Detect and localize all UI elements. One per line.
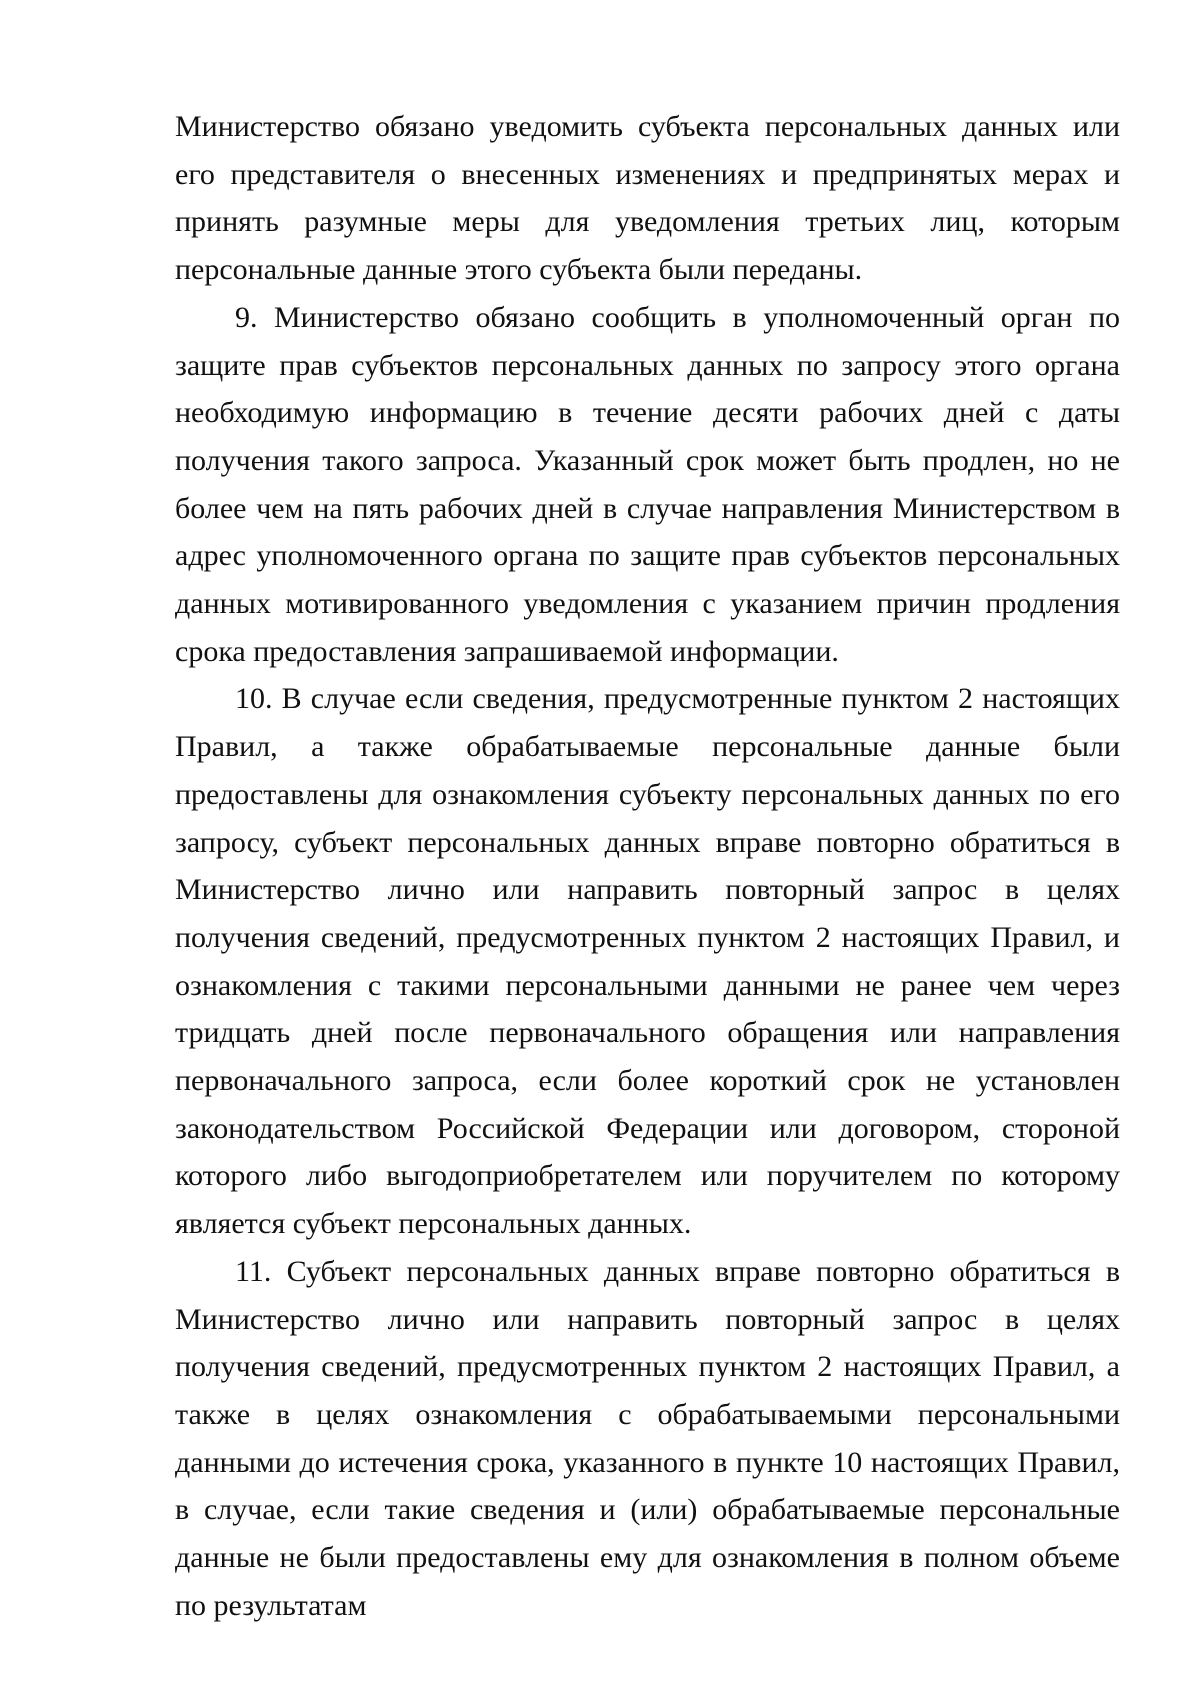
paragraph-continuation: Министерство обязано уведомить субъекта персональных данных или его представителя о внесенных изменениях и предпринятых мерах и принять разумные меры для уведомления третьих лиц, которым персональные данные этого субъекта были переданы. [175, 110, 1120, 287]
paragraph-item-11: 11. Субъект персональных данных вправе повторно обратиться в Министерство лично или направить повторный запрос в целях получения сведений, предусмотренных пунктом 2 настоящих Правил, а также в целях ознакомления с обрабатываемыми персональными данными до истечения срока, указанного в пункте 10 настоящих Правил, в случае, если такие сведения и (или) обрабатываемые персональные данные не были предоставлены ему для ознакомления в полном объеме по результатам [175, 1254, 1120, 1622]
paragraph-item-9: 9. Министерство обязано сообщить в уполномоченный орган по защите прав субъектов персональных данных по запросу этого органа необходимую информацию в течение десяти рабочих дней с даты получения такого запроса. Указанный срок может быть продлен, но не более чем на пять рабочих дней в случае направления Министерством в адрес уполномоченного органа по защите прав субъектов персональных данных мотивированного уведомления с указанием причин продления срока предоставления запрашиваемой информации. [175, 300, 1120, 668]
document-body [175, 103, 1120, 1630]
paragraph-item-10: 10. В случае если сведения, предусмотренные пунктом 2 настоящих Правил, а также обрабатываемые персональные данные были предоставлены для ознакомления субъекту персональных данных по его запросу, субъект персональных данных вправе повторно обратиться в Министерство лично или направить повторный запрос в целях получения сведений, предусмотренных пунктом 2 настоящих Правил, и ознакомления с такими персональными данными не ранее чем через тридцать дней после первоначального обращения или направления первоначального запроса, если более короткий срок не установлен законодательством Российской Федерации или договором, стороной которого либо выгодоприобретателем или поручителем по которому является субъект персональных данных. [175, 682, 1120, 1241]
